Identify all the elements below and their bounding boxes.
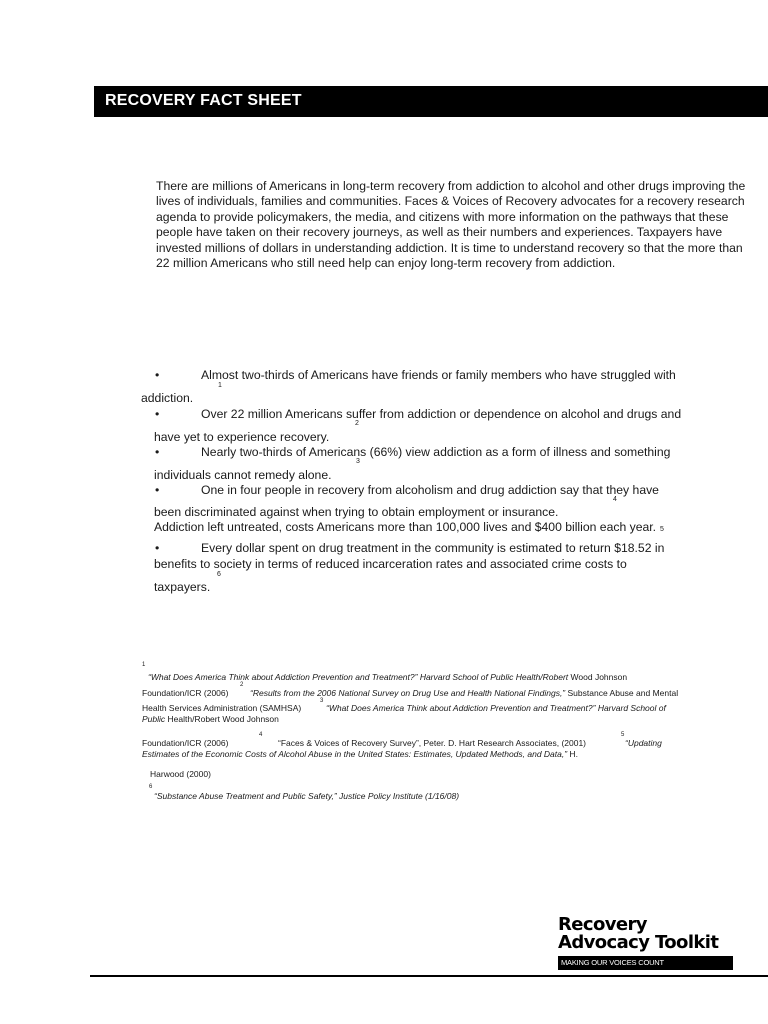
footnote-5: “Updating: [625, 738, 662, 748]
fact-text: Nearly two-thirds of Americans (66%) view addiction as a form of illness and something: [201, 445, 671, 459]
footnote-ref: 3: [356, 458, 360, 465]
bullet-marker: •: [155, 483, 160, 497]
bullet-marker: •: [155, 445, 160, 459]
fact-text: Almost two-thirds of Americans have friends or family members who have struggled with: [201, 368, 676, 382]
footnote-text: Wood Johnson: [568, 672, 628, 682]
fact-item: [155, 541, 755, 555]
page-title: RECOVERY FACT SHEET: [105, 92, 302, 109]
logo-line-2: Advocacy Toolkit: [558, 932, 719, 953]
footnote-title: “Results from the 2006 National Survey on Drug Use and Health National Findings,”: [250, 688, 566, 698]
footnote-5-author: Harwood (2000): [150, 769, 211, 779]
bottom-rule: [90, 975, 768, 977]
fact-item: [155, 445, 755, 459]
fact-text-cont: addiction.: [141, 391, 194, 405]
footnote-number: 2: [240, 682, 244, 688]
fact-text-cont: benefits to society in terms of reduced incarceration rates and associated crime costs to: [154, 557, 627, 571]
fact-text: One in four people in recovery from alcoholism and drug addiction say that they have: [201, 483, 659, 497]
footnote-2-org: Health Services Administration (SAMHSA): [142, 703, 302, 713]
footnote-title: “What Does America Think about Addiction Prevention and Treatment?” Harvard School of Public Health/Robert: [148, 672, 569, 682]
fact-item: [155, 483, 755, 497]
footnote-number: 3: [320, 698, 324, 704]
fact-text-cont: individuals cannot remedy alone.: [154, 468, 332, 482]
footnote-6: “Substance Abuse Treatment and Public Safety,” Justice Policy Institute (1/16/08): [154, 791, 460, 801]
footnote-text: Health/Robert Wood Johnson: [165, 714, 279, 724]
logo-tagline: MAKING OUR VOICES COUNT: [558, 956, 733, 970]
footnote-ref: 5: [660, 526, 664, 533]
fact-text: Over 22 million Americans suffer from addiction or dependence on alcohol and drugs and: [201, 407, 682, 421]
recovery-advocacy-toolkit-logo: [558, 914, 734, 972]
fact-item: [155, 407, 755, 421]
footnote-text: H.: [567, 749, 578, 759]
footnote-number: 5: [621, 732, 625, 738]
footnote-4: “Faces & Voices of Recovery Survey”, Peter. D. Hart Research Associates, (2001): [278, 738, 587, 748]
footnote-ref: 2: [355, 420, 359, 427]
fact-text: Addiction left untreated, costs Americans more than 100,000 lives and $400 billion each year.: [154, 520, 657, 534]
bullet-marker: •: [155, 368, 160, 382]
footnote-text: Substance Abuse and Mental: [565, 688, 679, 698]
untreated-fact: [154, 520, 664, 537]
footnote-2: [250, 688, 678, 699]
footnote-ref: 6: [217, 571, 221, 578]
footnote-text: Public: [142, 714, 166, 724]
footnote-number: 4: [259, 732, 263, 738]
footnote-1: [148, 672, 627, 683]
footnote-3-cont: [142, 714, 279, 725]
footnote-ref: 1: [218, 382, 222, 389]
footnote-number: 1: [142, 662, 146, 668]
fact-text-cont: taxpayers.: [154, 580, 211, 594]
fact-text-cont: have yet to experience recovery.: [154, 430, 330, 444]
fact-text: Every dollar spent on drug treatment in the community is estimated to return $18.52 in: [201, 541, 665, 555]
fact-text-cont: been discriminated against when trying to obtain employment or insurance.: [154, 505, 559, 519]
footnote-3-org: Foundation/ICR (2006): [142, 738, 229, 748]
footnote-ref: 4: [613, 496, 617, 503]
fact-item: [155, 368, 755, 382]
footnote-text: Estimates of the Economic Costs of Alcohol Abuse in the United States: Estimates, Updated Methods, and Data,”: [142, 749, 568, 759]
header-bar: [94, 86, 768, 117]
bullet-marker: •: [155, 407, 160, 421]
footnote-number: 6: [149, 784, 153, 790]
intro-paragraph: There are millions of Americans in long-term recovery from addiction to alcohol and other drugs improving the lives of individuals, families and communities. Faces & Voices of Recovery advocates for a recovery research agenda to provide policymakers, the media, and citizens with more information on the pathways that these people have taken on their recovery journeys, as well as their numbers and experiences. Taxpayers have invested millions of dollars in understanding addiction. It is time to understand recovery so that the more than 22 million Americans who still need help can enjoy long-term recovery from addiction.: [156, 179, 746, 271]
footnote-3: “What Does America Think about Addiction Prevention and Treatment?” Harvard School of: [326, 703, 666, 713]
bullet-marker: •: [155, 541, 160, 555]
footnote-5-cont: [142, 749, 578, 760]
logo-line-1: Recovery: [558, 914, 647, 935]
footnote-1-org: Foundation/ICR (2006): [142, 688, 229, 698]
